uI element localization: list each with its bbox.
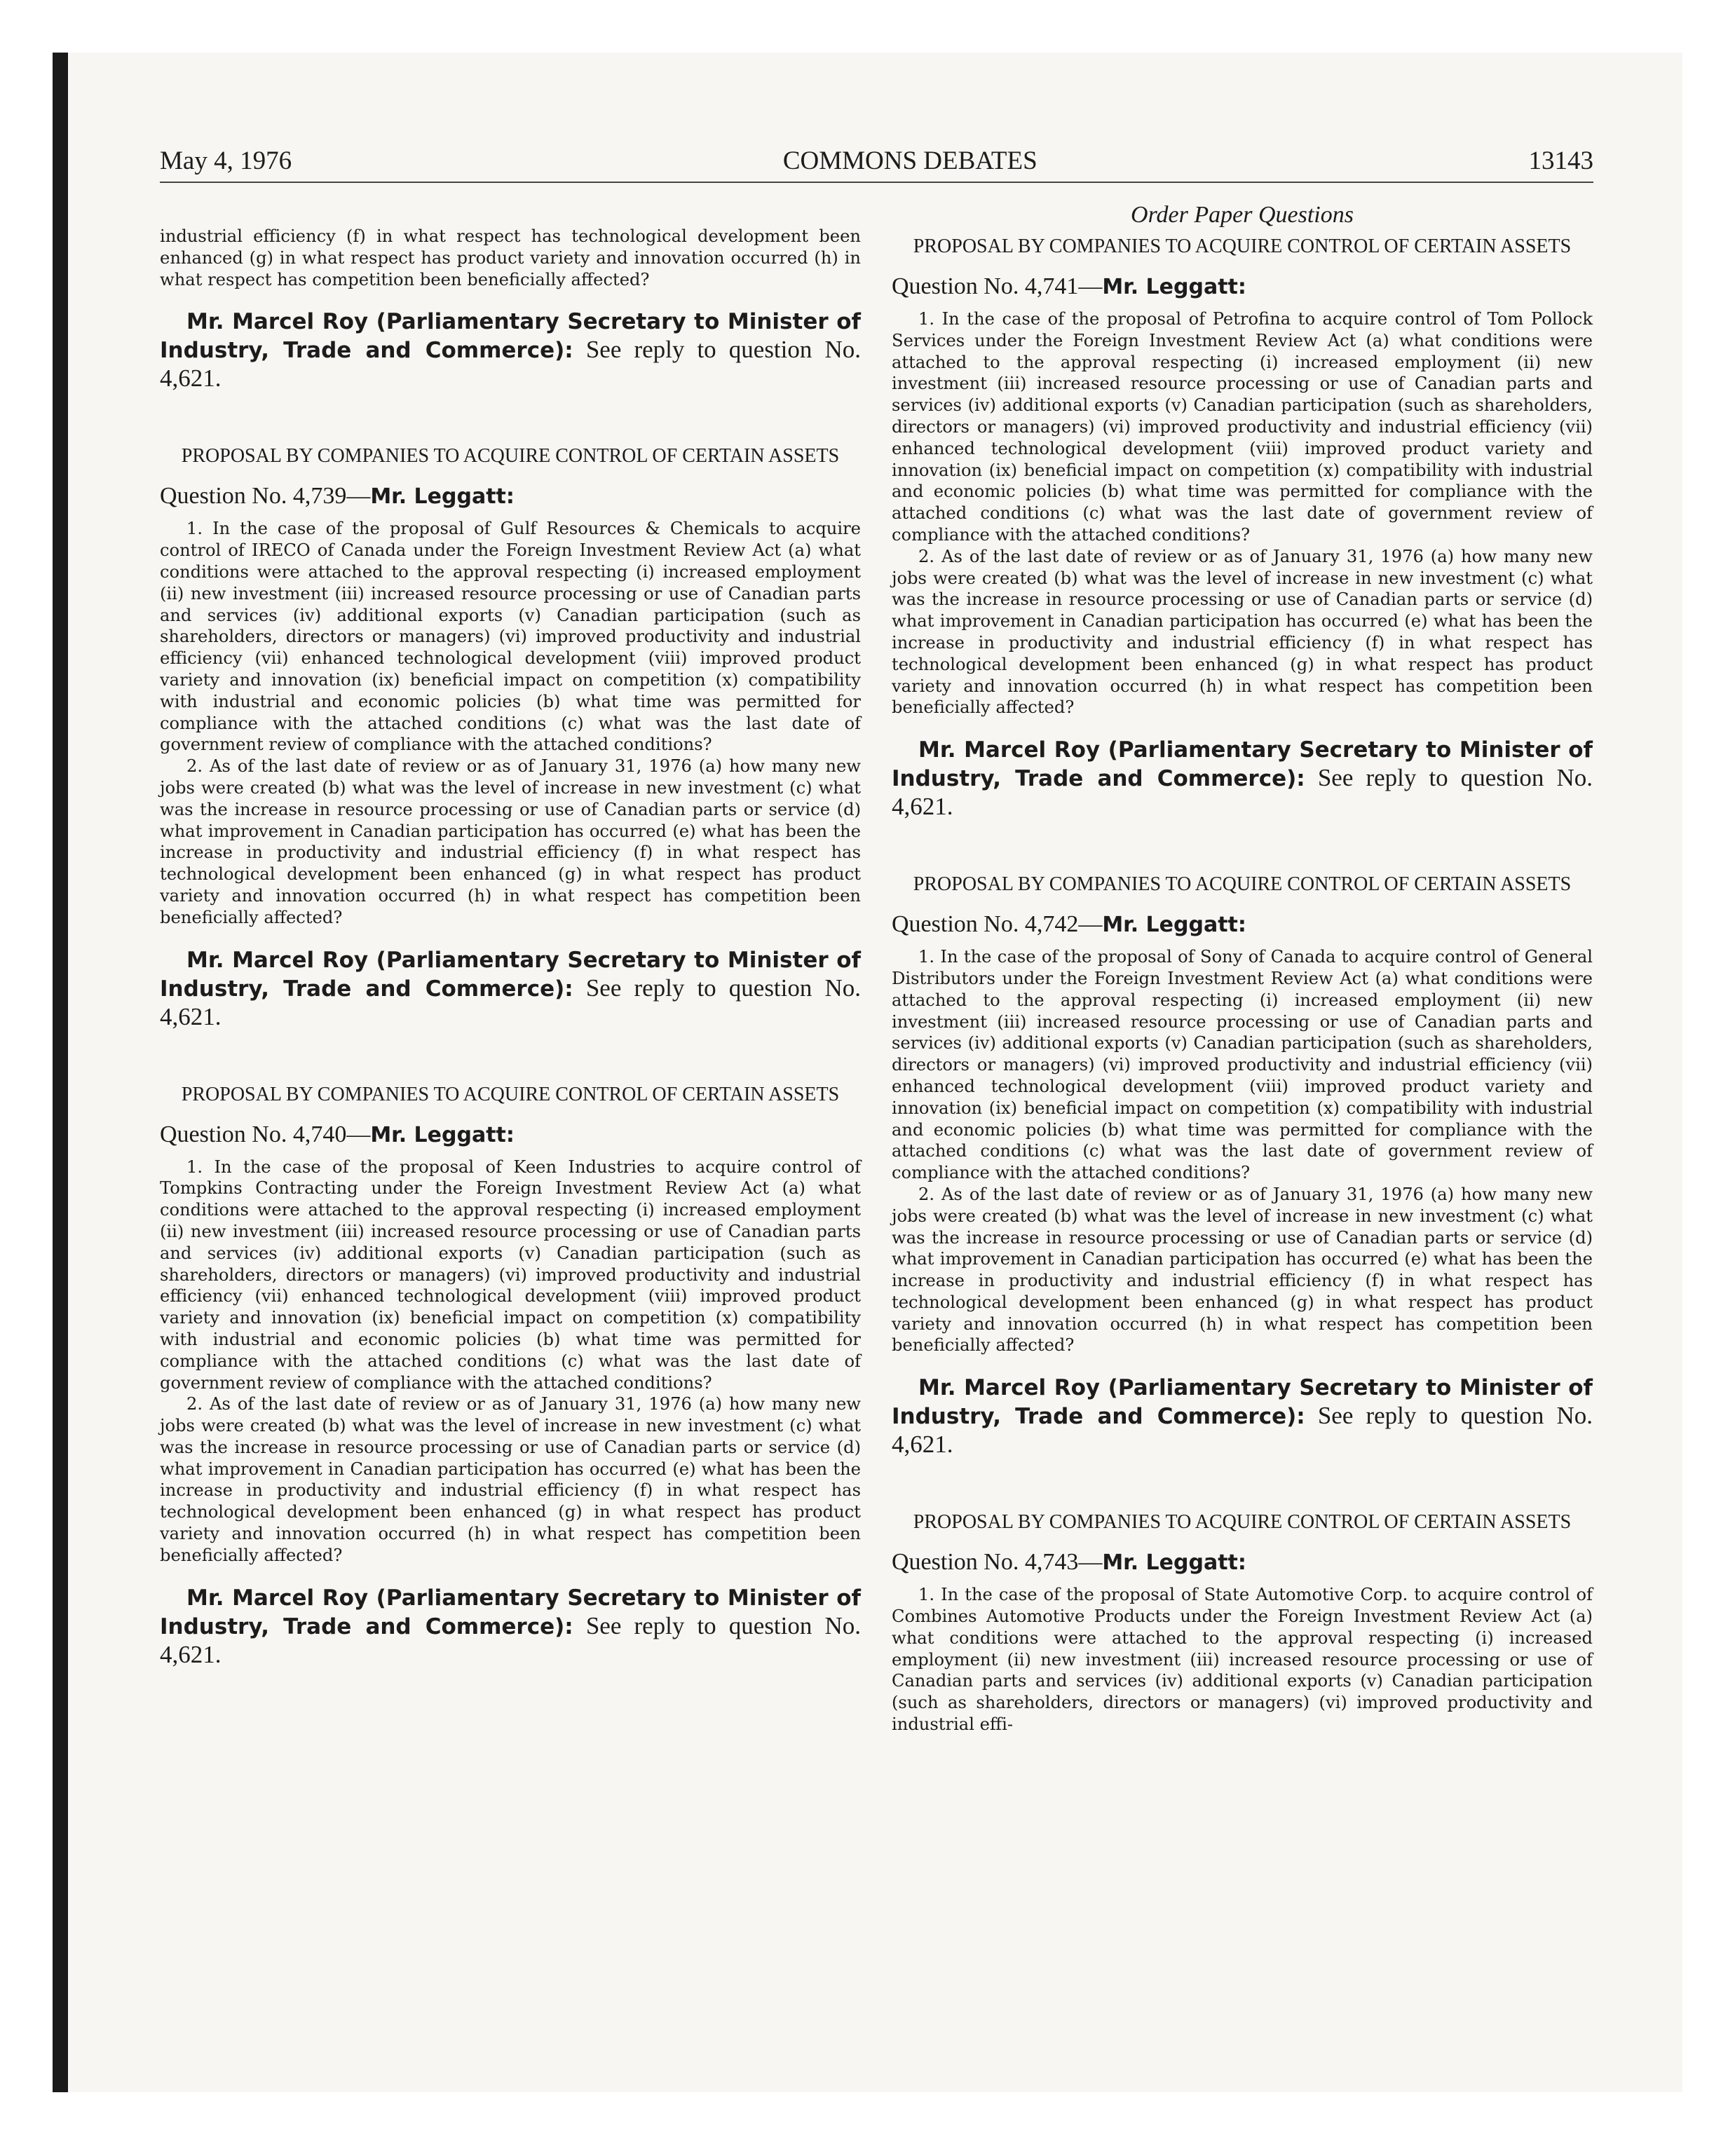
page-header <box>160 146 1593 183</box>
question-title <box>892 911 1593 938</box>
question-asker: Mr. Leggatt: <box>1102 275 1246 299</box>
reply-text: See reply to question No. 4,621. <box>892 1402 1593 1459</box>
question-number: Question No. 4,742— <box>892 911 1103 938</box>
question-number: Question No. 4,741— <box>892 273 1103 299</box>
question-para-1: 1. In the case of the proposal of State Automotive Corp. to acquire control of Combines Automotive Products under the Foreign Investment Review Act (a) what conditions were attached to the approval respecting (i) increased employment (ii) new investment (iii) increased resource processing or use of Canadian parts and services (iv) additional exports (v) Canadian participation (such as shareholders, directors or managers) (vi) improved productivity and industrial effi- <box>892 1585 1593 1735</box>
question-para-2: 2. As of the last date of review or as of January 31, 1976 (a) how many new jobs were created (b) what was the level of increase in new investment (c) what was the increase in resource processing or use of Canadian parts or service (d) what improvement in Canadian participation has occurred (e) what has been the increase in productivity and industrial efficiency (f) in what respect has technological development been enhanced (g) in what respect has product variety and innovation occurred (h) in what respect has competition been beneficially affected? <box>892 546 1593 718</box>
section-label: Order Paper Questions <box>1131 202 1354 228</box>
question-number: Question No. 4,740— <box>160 1121 371 1147</box>
section-heading: PROPOSAL BY COMPANIES TO ACQUIRE CONTROL OF CERTAIN ASSETS <box>913 236 1572 257</box>
question-para-1: 1. In the case of the proposal of Gulf Resources & Chemicals to acquire control of IRECO of Canada under the Foreign Investment Review Act (a) what conditions were attached to the approval respecting (i) increased employment (ii) new investment (iii) increased resource processing or use of Canadian parts and services (iv) additional exports (v) Canadian participation (such as shareholders, directors or managers) (vi) improved productivity and industrial efficiency (vii) enhanced technological development (viii) improved product variety and innovation (ix) beneficial impact on competition (x) compatibility with industrial and economic policies (b) what time was permitted for compliance with the attached conditions (c) what was the last date of government review of compliance with the attached conditions? <box>160 519 861 755</box>
question-asker: Mr. Leggatt: <box>370 1122 515 1147</box>
header-page-number: 13143 <box>1528 146 1593 175</box>
reply-speaker: Mr. Marcel Roy (Parliamentary Secretary to Minister of Industry, Trade and Commerce): <box>892 737 1593 792</box>
question-number: Question No. 4,739— <box>160 483 371 510</box>
question-para-1: 1. In the case of the proposal of Sony of Canada to acquire control of General Distributors under the Foreign Investment Review Act (a) what conditions were attached to the approval respecting (i) increased employment (ii) new investment (iii) increased resource processing or use of Canadian parts and services (iv) additional exports (v) Canadian participation (such as shareholders, directors or managers) (vi) improved productivity and industrial efficiency (vii) enhanced technological development (viii) improved product variety and innovation (ix) beneficial impact on competition (x) compatibility with industrial and economic policies (b) what time was permitted for compliance with the attached conditions (c) what was the last date of government review of compliance with the attached conditions? <box>892 947 1593 1183</box>
question-asker: Mr. Leggatt: <box>370 484 515 510</box>
section-heading: PROPOSAL BY COMPANIES TO ACQUIRE CONTROL OF CERTAIN ASSETS <box>181 1083 840 1105</box>
question-para-1: 1. In the case of the proposal of Keen Industries to acquire control of Tompkins Contracting under the Foreign Investment Review Act (a) what conditions were attached to the approval respecting (i) increased employment (ii) new investment (iii) increased resource processing or use of Canadian parts and services (iv) additional exports (v) Canadian participation (such as shareholders, directors or managers) (vi) improved productivity and industrial efficiency (vii) enhanced technological development (viii) improved product variety and innovation (ix) beneficial impact on competition (x) compatibility with industrial and economic policies (b) what time was permitted for compliance with the attached conditions (c) what was the last date of government review of compliance with the attached conditions? <box>160 1157 861 1393</box>
reply-paragraph <box>892 735 1593 820</box>
reply-paragraph <box>160 1583 861 1668</box>
question-asker: Mr. Leggatt: <box>1102 1550 1246 1576</box>
header-date: May 4, 1976 <box>160 146 292 175</box>
question-title <box>160 483 861 510</box>
left-column <box>160 198 861 1668</box>
reply-speaker: Mr. Marcel Roy (Parliamentary Secretary to Minister of Industry, Trade and Commerce): <box>160 309 861 364</box>
question-title <box>892 273 1593 300</box>
question-para-2: 2. As of the last date of review or as of January 31, 1976 (a) how many new jobs were created (b) what was the level of increase in new investment (c) what was the increase in resource processing or use of Canadian parts or service (d) what improvement in Canadian participation has occurred (e) what has been the increase in productivity and industrial efficiency (f) in what respect has technological development been enhanced (g) in what respect has product variety and innovation occurred (h) in what respect has competition been beneficially affected? <box>160 1394 861 1565</box>
header-title: COMMONS DEBATES <box>782 146 1037 175</box>
reply-speaker: Mr. Marcel Roy (Parliamentary Secretary to Minister of Industry, Trade and Commerce): <box>892 1375 1593 1430</box>
reply-text: See reply to question No. 4,621. <box>160 974 862 1030</box>
question-para-2: 2. As of the last date of review or as of January 31, 1976 (a) how many new jobs were created (b) what was the level of increase in new investment (c) what was the increase in resource processing or use of Canadian parts or service (d) what improvement in Canadian participation has occurred (e) what has been the increase in productivity and industrial efficiency (f) in what respect has technological development been enhanced (g) in what respect has product variety and innovation occurred (h) in what respect has competition been beneficially affected? <box>892 1184 1593 1356</box>
continued-text: industrial efficiency (f) in what respect has technological development been enhanced (g) in what respect has product variety and innovation occurred (h) in what respect has competition been beneficially affected? <box>160 226 861 289</box>
right-column <box>892 198 1593 1735</box>
reply-speaker: Mr. Marcel Roy (Parliamentary Secretary to Minister of Industry, Trade and Commerce): <box>160 1585 861 1639</box>
question-para-2: 2. As of the last date of review or as of January 31, 1976 (a) how many new jobs were created (b) what was the level of increase in new investment (c) what was the increase in resource processing or use of Canadian parts or service (d) what improvement in Canadian participation has occurred (e) what has been the increase in productivity and industrial efficiency (f) in what respect has technological development been enhanced (g) in what respect has product variety and innovation occurred (h) in what respect has competition been beneficially affected? <box>160 756 861 927</box>
reply-speaker: Mr. Marcel Roy (Parliamentary Secretary to Minister of Industry, Trade and Commerce): <box>160 947 861 1002</box>
section-heading: PROPOSAL BY COMPANIES TO ACQUIRE CONTROL OF CERTAIN ASSETS <box>913 1511 1572 1534</box>
question-title <box>892 1549 1593 1576</box>
section-heading: PROPOSAL BY COMPANIES TO ACQUIRE CONTROL OF CERTAIN ASSETS <box>181 445 840 468</box>
reply-text: See reply to question No. 4,621. <box>160 1611 862 1668</box>
question-title <box>160 1121 861 1148</box>
reply-paragraph <box>160 946 861 1030</box>
reply-text: See reply to question No. 4,621. <box>160 336 862 393</box>
reply-paragraph <box>892 1373 1593 1458</box>
question-asker: Mr. Leggatt: <box>1102 913 1246 938</box>
reply-paragraph <box>160 307 861 392</box>
spacer <box>160 198 861 226</box>
question-para-1: 1. In the case of the proposal of Petrofina to acquire control of Tom Pollock Services under the Foreign Investment Review Act (a) what conditions were attached to the approval respecting (i) increased employment (ii) new investment (iii) increased resource processing or use of Canadian parts and services (iv) additional exports (v) Canadian participation (such as shareholders, directors or managers) (vi) improved productivity and industrial efficiency (vii) enhanced technological development (viii) improved product variety and innovation (ix) beneficial impact on competition (x) compatibility with industrial and economic policies (b) what time was permitted for compliance with the attached conditions (c) what was the last date of government review of compliance with the attached conditions? <box>892 309 1593 545</box>
question-number: Question No. 4,743— <box>892 1549 1103 1576</box>
reply-text: See reply to question No. 4,621. <box>892 764 1593 821</box>
section-heading: PROPOSAL BY COMPANIES TO ACQUIRE CONTROL OF CERTAIN ASSETS <box>913 873 1572 896</box>
